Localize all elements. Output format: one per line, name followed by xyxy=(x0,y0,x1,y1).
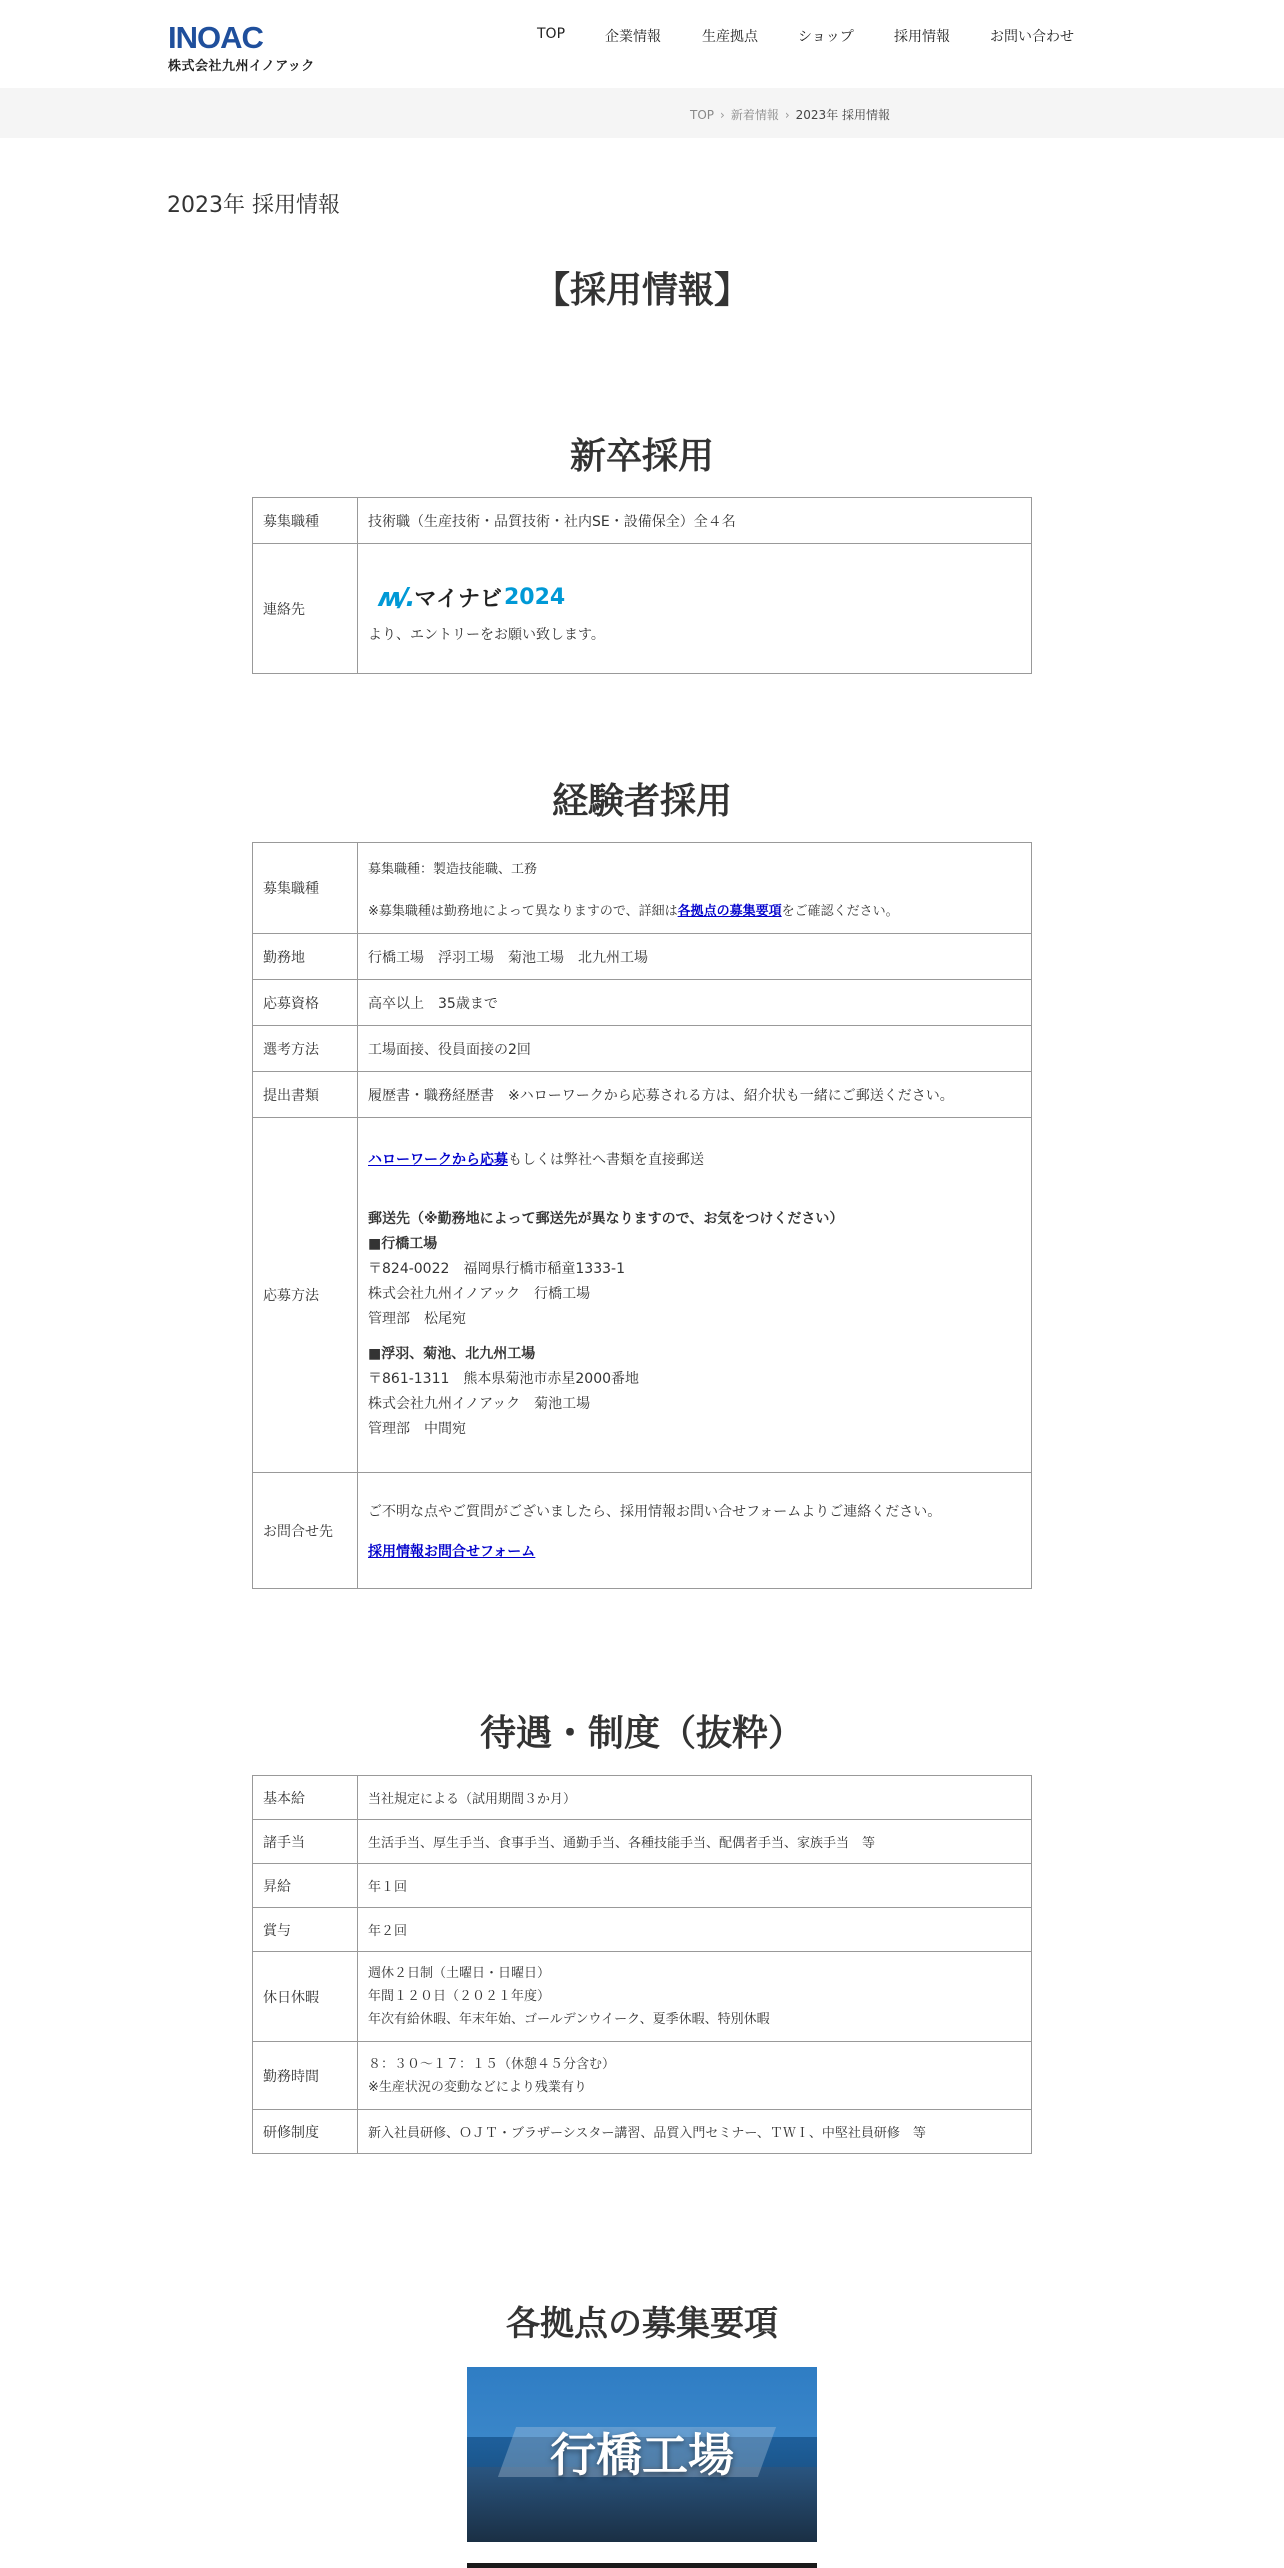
row-value: 高卒以上 35歳まで xyxy=(358,980,1032,1026)
mail-title: 郵送先（※勤務地によって郵送先が異なりますので、お気をつけください） xyxy=(368,1211,844,1227)
inquiry-text: ご不明な点やご質問がございましたら、採用情報お問い合せフォームよりご連絡ください。 xyxy=(368,1503,942,1520)
apply-cell xyxy=(358,1118,1032,1473)
table-row xyxy=(253,980,1032,1026)
nav-contact[interactable]: お問い合わせ xyxy=(990,29,1074,45)
breadcrumb-news[interactable]: 新着情報 xyxy=(730,108,779,122)
nav-factories[interactable]: 生産拠点 xyxy=(702,29,758,45)
row-value: 技術職（生産技術・品質技術・社内SE・設備保全）全４名 xyxy=(358,498,1032,544)
new-grad-heading: 新卒採用 xyxy=(569,436,714,477)
address-line: 管理部 中間宛 xyxy=(368,1421,466,1437)
table-row xyxy=(253,934,1032,980)
table-row xyxy=(253,2042,1032,2110)
benefits-table xyxy=(252,1775,1032,2154)
breadcrumb-top[interactable]: TOP xyxy=(690,108,715,122)
page-title: 2023年 採用情報 xyxy=(167,193,340,218)
row-label: 勤務時間 xyxy=(253,2042,358,2110)
row-label: 昇給 xyxy=(253,1864,358,1908)
nav-top[interactable]: TOP xyxy=(537,26,566,42)
row-value: 年２回 xyxy=(358,1908,1032,1952)
table-row xyxy=(253,1864,1032,1908)
new-grad-table xyxy=(252,497,1032,674)
table-row xyxy=(253,1473,1032,1589)
address-line: 株式会社九州イノアック 行橋工場 xyxy=(368,1286,591,1302)
breadcrumb-separator: › xyxy=(784,108,790,122)
row-label: 募集職種 xyxy=(253,498,358,544)
address-line: 〒824-0022 福岡県行橋市稲童1333-1 xyxy=(368,1261,625,1277)
inquiry-form-link[interactable]: 採用情報お問合せフォーム xyxy=(368,1543,536,1560)
row-label: 応募方法 xyxy=(253,1118,358,1473)
site-header xyxy=(0,0,1284,88)
inquiry-cell xyxy=(358,1473,1032,1589)
table-row xyxy=(253,2110,1032,2154)
main-heading: 【採用情報】 xyxy=(533,270,750,311)
job-line: 募集職種：製造技能職、工務 xyxy=(368,861,538,877)
row-label: 連絡先 xyxy=(253,544,358,674)
row-label: 諸手当 xyxy=(253,1820,358,1864)
job-note: ※募集職種は勤務地によって異なりますので、詳細は各拠点の募集要項をご確認ください。 xyxy=(368,903,899,919)
row-label: 選考方法 xyxy=(253,1026,358,1072)
apply-line: ハローワークから応募もしくは弊社へ書類を直接郵送 xyxy=(368,1152,704,1168)
company-logo[interactable] xyxy=(168,20,318,74)
row-value: 当社規定による（試用期間３か月） xyxy=(358,1776,1032,1820)
experienced-heading: 経験者採用 xyxy=(551,781,732,822)
breadcrumb xyxy=(690,106,890,123)
row-value: 年１回 xyxy=(358,1864,1032,1908)
row-value: 履歴書・職務経歴書 ※ハローワークから応募される方は、紹介状も一緒にご郵送ください。 xyxy=(358,1072,1032,1118)
experienced-table xyxy=(252,842,1032,1589)
row-label: お問合せ先 xyxy=(253,1473,358,1589)
nav-recruit[interactable]: 採用情報 xyxy=(894,29,950,45)
table-row xyxy=(253,1072,1032,1118)
address-name: ■行橋工場 xyxy=(368,1236,438,1252)
job-cell xyxy=(358,843,1032,934)
next-factory-banner[interactable] xyxy=(467,2563,817,2568)
logo-word: INOAC xyxy=(168,20,263,55)
row-label: 勤務地 xyxy=(253,934,358,980)
row-label: 応募資格 xyxy=(253,980,358,1026)
row-value: 工場面接、役員面接の2回 xyxy=(358,1026,1032,1072)
table-row xyxy=(253,1026,1032,1072)
table-row xyxy=(253,544,1032,674)
row-value: 生活手当、厚生手当、食事手当、通勤手当、各種技能手当、配偶者手当、家族手当 等 xyxy=(358,1820,1032,1864)
table-row xyxy=(253,1952,1032,2042)
row-label: 基本給 xyxy=(253,1776,358,1820)
row-value: 新入社員研修、ＯＪＴ・ブラザーシスター講習、品質入門セミナー、ＴＷＩ、中堅社員研修 等 xyxy=(358,2110,1032,2154)
table-row xyxy=(253,1776,1032,1820)
hellowork-link[interactable]: ハローワークから応募 xyxy=(368,1152,508,1168)
row-label: 賞与 xyxy=(253,1908,358,1952)
mynavi-word: マイナビ xyxy=(414,587,502,612)
yukuhashi-factory-banner[interactable] xyxy=(467,2367,817,2542)
benefits-heading: 待遇・制度（抜粋） xyxy=(479,1713,804,1754)
address-line: 〒861-1311 熊本県菊池市赤星2000番地 xyxy=(368,1371,640,1387)
address-line: 管理部 松尾宛 xyxy=(368,1311,466,1327)
table-row xyxy=(253,843,1032,934)
address-line: 株式会社九州イノアック 菊池工場 xyxy=(368,1396,591,1412)
locations-heading: 各拠点の募集要項 xyxy=(506,2304,778,2344)
table-row xyxy=(253,1118,1032,1473)
mynavi-logo[interactable] xyxy=(378,578,1021,618)
nav-company[interactable]: 企業情報 xyxy=(605,29,661,45)
breadcrumb-current: 2023年 採用情報 xyxy=(795,108,891,122)
row-label: 休日休暇 xyxy=(253,1952,358,2042)
contact-text: より、エントリーをお願い致します。 xyxy=(368,626,605,643)
banner-title: 行橋工場 xyxy=(550,2428,734,2482)
locations-link[interactable]: 各拠点の募集要項 xyxy=(677,903,782,919)
address-name: ■浮羽、菊池、北九州工場 xyxy=(368,1346,536,1362)
row-label: 研修制度 xyxy=(253,2110,358,2154)
breadcrumb-bar xyxy=(0,88,1284,138)
mynavi-year: 2024 xyxy=(503,585,566,610)
row-label: 提出書類 xyxy=(253,1072,358,1118)
breadcrumb-separator: › xyxy=(720,108,725,122)
nav-shop[interactable]: ショップ xyxy=(798,29,854,45)
row-label: 募集職種 xyxy=(253,843,358,934)
contact-cell xyxy=(358,544,1032,674)
mynavi-mark-icon: ʍ/. xyxy=(378,582,413,613)
table-row xyxy=(253,498,1032,544)
row-value: 週休２日制（土曜日・日曜日） 年間１２０日（２０２１年度） 年次有給休暇、年末年始、ゴールデンウイーク、夏季休暇、特別休暇 xyxy=(358,1952,1032,2042)
logo-subtitle: 株式会社九州イノアック xyxy=(168,59,315,74)
table-row xyxy=(253,1820,1032,1864)
row-value: 行橋工場 浮羽工場 菊池工場 北九州工場 xyxy=(358,934,1032,980)
table-row xyxy=(253,1908,1032,1952)
row-value: ８：３０～１７：１５（休憩４５分含む） ※生産状況の変動などにより残業有り xyxy=(358,2042,1032,2110)
